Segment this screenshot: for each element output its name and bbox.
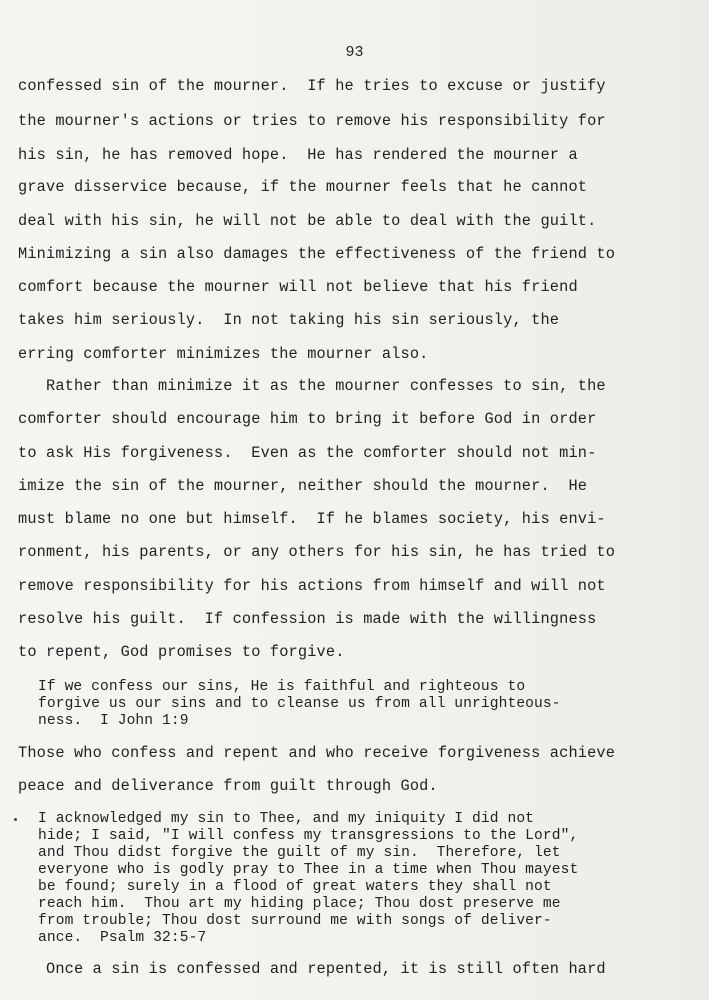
quote-line: everyone who is godly pray to Thee in a time when Thou mayest <box>38 862 579 878</box>
text-line: Minimizing a sin also damages the effectiveness of the friend to <box>18 245 616 263</box>
quote-line: ance. Psalm 32:5-7 <box>38 930 207 946</box>
text-line: confessed sin of the mourner. If he tries to excuse or justify <box>18 77 606 95</box>
text-line: grave disservice because, if the mourner feels that he cannot <box>18 178 588 196</box>
text-line: to repent, God promises to forgive. <box>18 643 345 661</box>
text-line: his sin, he has removed hope. He has rendered the mourner a <box>18 146 578 164</box>
text-line: to ask His forgiveness. Even as the comforter should not min- <box>18 444 597 462</box>
quote-line: forgive us our sins and to cleanse us from all unrighteous- <box>38 696 561 712</box>
text-line: imize the sin of the mourner, neither should the mourner. He <box>18 477 588 495</box>
quote-line: I acknowledged my sin to Thee, and my iniquity I did not <box>38 811 535 827</box>
quote-line: ness. I John 1:9 <box>38 713 189 729</box>
text-line: the mourner's actions or tries to remove his responsibility for <box>18 112 606 130</box>
text-line: must blame no one but himself. If he blames society, his envi- <box>18 510 606 528</box>
text-line: ronment, his parents, or any others for his sin, he has tried to <box>18 543 616 561</box>
text-line: takes him seriously. In not taking his sin seriously, the <box>18 311 560 329</box>
text-line: resolve his guilt. If confession is made with the willingness <box>18 610 597 628</box>
text-line: Once a sin is confessed and repented, it is still often hard <box>18 960 606 978</box>
quote-line: reach him. Thou art my hiding place; Thou dost preserve me <box>38 896 561 912</box>
text-line: comforter should encourage him to bring it before God in order <box>18 410 597 428</box>
quote-line: and Thou didst forgive the guilt of my sin. Therefore, let <box>38 845 561 861</box>
text-line: Rather than minimize it as the mourner confesses to sin, the <box>18 377 606 395</box>
quote-line: from trouble; Thou dost surround me with songs of deliver- <box>38 913 552 929</box>
quote-line: be found; surely in a flood of great waters they shall not <box>38 879 552 895</box>
quote-line: If we confess our sins, He is faithful and righteous to <box>38 679 526 695</box>
text-line: peace and deliverance from guilt through God. <box>18 777 438 795</box>
quote-line: hide; I said, "I will confess my transgressions to the Lord", <box>38 828 579 844</box>
text-line: erring comforter minimizes the mourner also. <box>18 345 429 363</box>
text-line: deal with his sin, he will not be able to deal with the guilt. <box>18 212 597 230</box>
text-line: remove responsibility for his actions from himself and will not <box>18 577 606 595</box>
text-line: comfort because the mourner will not believe that his friend <box>18 278 578 296</box>
stray-mark <box>14 818 17 821</box>
page-number: 93 <box>345 44 364 61</box>
text-line: Those who confess and repent and who receive forgiveness achieve <box>18 744 616 762</box>
